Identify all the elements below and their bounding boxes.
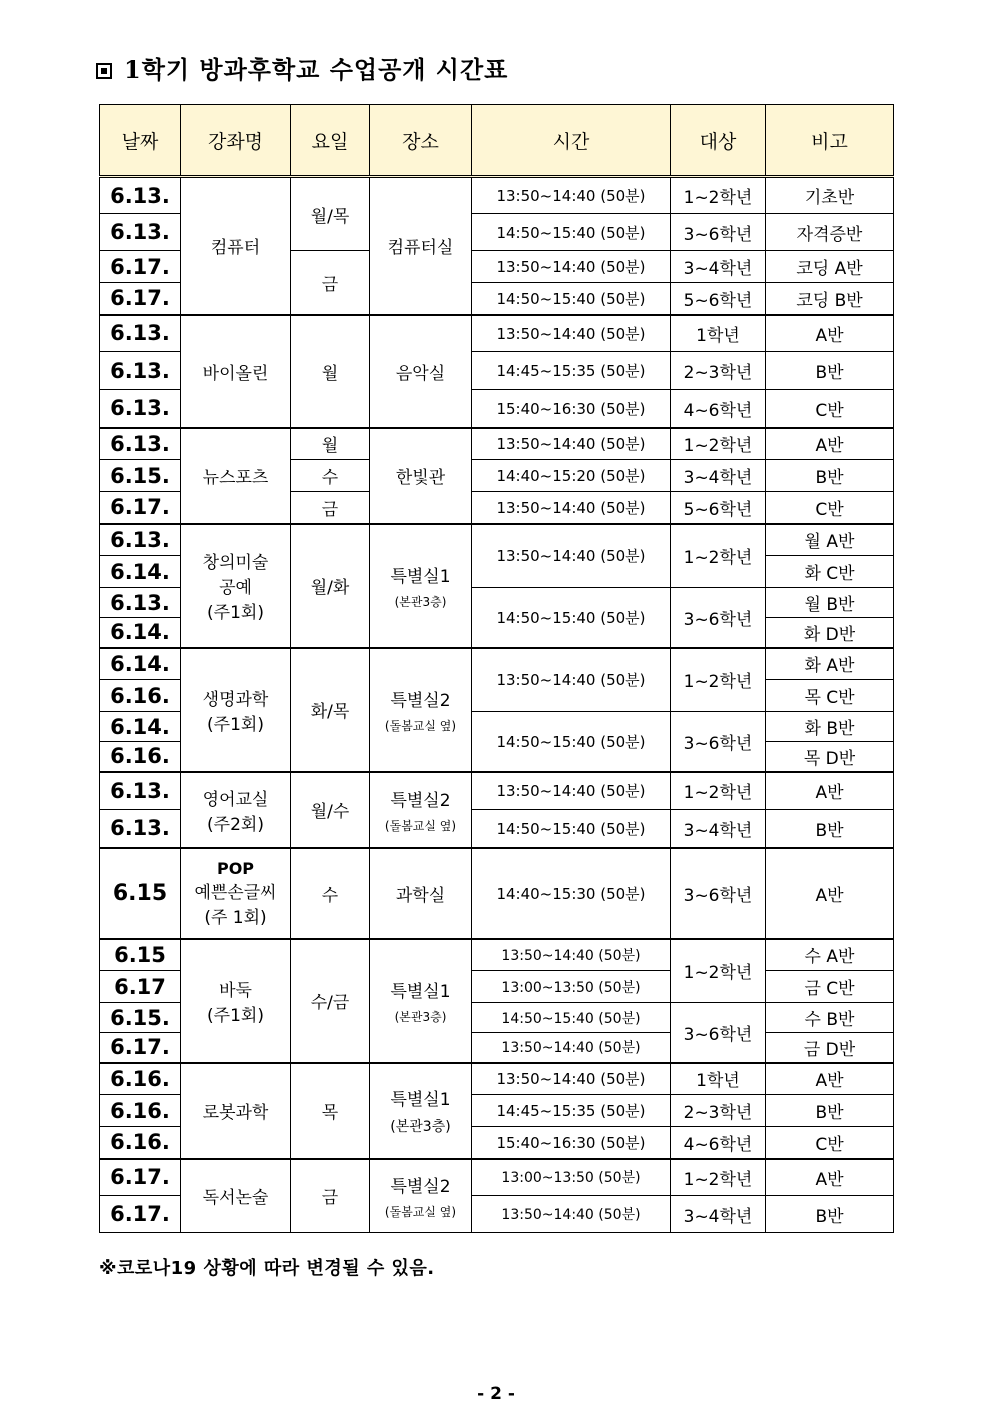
- date-cell: 6.14.: [100, 648, 181, 680]
- date-cell: 6.13.: [100, 588, 181, 618]
- place-cell: [370, 1159, 472, 1233]
- place-cell: [370, 1063, 472, 1159]
- time-cell: 13:50~14:40 (50분): [472, 177, 671, 214]
- time-cell: 15:40~16:30 (50분): [472, 1127, 671, 1159]
- note-cell: A반: [766, 428, 894, 460]
- course-cell: 독서논술: [181, 1159, 291, 1233]
- target-cell: 1~2학년: [671, 524, 766, 588]
- date-cell: 6.14.: [100, 556, 181, 588]
- day-cell: 월/화: [291, 524, 370, 648]
- date-cell: 6.13.: [100, 352, 181, 390]
- place-line: 특별실2: [390, 790, 451, 811]
- schedule-table: [99, 104, 894, 1233]
- time-cell: 13:50~14:40 (50분): [472, 1033, 671, 1063]
- time-cell: 14:50~15:40 (50분): [472, 1003, 671, 1033]
- date-cell: 6.17.: [100, 1033, 181, 1063]
- note-cell: 기초반: [766, 177, 894, 214]
- date-cell: 6.16.: [100, 1127, 181, 1159]
- day-cell: 화/목: [291, 648, 370, 772]
- header-place: 장소: [370, 105, 472, 177]
- date-cell: 6.16.: [100, 742, 181, 772]
- time-cell: 13:50~14:40 (50분): [472, 1196, 671, 1233]
- target-cell: 1~2학년: [671, 648, 766, 712]
- course-line: 영어교실: [202, 789, 269, 810]
- place-line: 특별실1: [390, 566, 451, 587]
- course-line: (주1회): [207, 714, 264, 735]
- day-cell: 월/수: [291, 772, 370, 848]
- date-cell: 6.16.: [100, 680, 181, 712]
- table-row: [100, 939, 894, 971]
- course-line: 예쁜손글씨: [194, 882, 277, 903]
- note-cell: 금 C반: [766, 971, 894, 1003]
- note-cell: 화 C반: [766, 556, 894, 588]
- place-line: 특별실2: [390, 690, 451, 711]
- course-cell: 로봇과학: [181, 1063, 291, 1159]
- day-cell: 금: [291, 251, 370, 315]
- note-cell: 자격증반: [766, 214, 894, 251]
- time-cell: 13:50~14:40 (50분): [472, 772, 671, 810]
- time-cell: 14:45~15:35 (50분): [472, 1095, 671, 1127]
- target-cell: 3~4학년: [671, 810, 766, 848]
- group-violin: [100, 315, 894, 428]
- course-cell: 컴퓨터: [181, 177, 291, 315]
- place-sub: (돌봄교실 옆): [384, 818, 457, 833]
- table-row: [100, 177, 894, 214]
- place-line: 특별실1: [390, 981, 451, 1002]
- note-cell: 월 B반: [766, 588, 894, 618]
- group-robot: [100, 1063, 894, 1159]
- note-cell: A반: [766, 848, 894, 939]
- time-cell: 13:00~13:50 (50분): [472, 971, 671, 1003]
- target-cell: 3~6학년: [671, 712, 766, 772]
- target-cell: 5~6학년: [671, 283, 766, 315]
- target-cell: 5~6학년: [671, 492, 766, 524]
- note-cell: 코딩 A반: [766, 251, 894, 283]
- day-cell: 목: [291, 1063, 370, 1159]
- date-cell: 6.17.: [100, 1159, 181, 1196]
- target-cell: 3~6학년: [671, 588, 766, 648]
- target-cell: 3~4학년: [671, 1196, 766, 1233]
- course-line: (주 1회): [204, 907, 267, 928]
- course-line: 공예: [219, 578, 252, 598]
- note-cell: C반: [766, 492, 894, 524]
- note-cell: B반: [766, 1196, 894, 1233]
- note-cell: 수 B반: [766, 1003, 894, 1033]
- square-bullet-icon: [96, 63, 112, 79]
- note-cell: A반: [766, 772, 894, 810]
- time-cell: 13:50~14:40 (50분): [472, 524, 671, 588]
- place-cell: [370, 939, 472, 1063]
- course-cell: 뉴스포츠: [181, 428, 291, 524]
- note-cell: 화 D반: [766, 618, 894, 648]
- target-cell: 1~2학년: [671, 939, 766, 1003]
- note-cell: C반: [766, 390, 894, 428]
- day-cell: 수/금: [291, 939, 370, 1063]
- place-sub: (본관3층): [394, 594, 447, 609]
- time-cell: 14:50~15:40 (50분): [472, 283, 671, 315]
- table-row: [100, 772, 894, 810]
- date-cell: 6.17.: [100, 492, 181, 524]
- course-cell: [181, 648, 291, 772]
- footnote: ※코로나19 상황에 따라 변경될 수 있음.: [99, 1258, 435, 1279]
- target-cell: 1~2학년: [671, 428, 766, 460]
- date-cell: 6.17: [100, 971, 181, 1003]
- page-number: - 2 -: [477, 1384, 515, 1404]
- place-sub: (돌봄교실 옆): [384, 1204, 457, 1219]
- course-cell: 바이올린: [181, 315, 291, 428]
- group-art: [100, 524, 894, 648]
- table-row: [100, 1159, 894, 1196]
- day-cell: 금: [291, 1159, 370, 1233]
- time-cell: 13:50~14:40 (50분): [472, 1063, 671, 1095]
- day-cell: 월: [291, 315, 370, 428]
- time-cell: 14:40~15:20 (50분): [472, 460, 671, 492]
- day-cell: 월: [291, 428, 370, 460]
- target-cell: 1학년: [671, 315, 766, 352]
- page-title: 1학기 방과후학교 수업공개 시간표: [96, 50, 508, 85]
- table-row: [100, 1063, 894, 1095]
- header-target: 대상: [671, 105, 766, 177]
- date-cell: 6.16.: [100, 1063, 181, 1095]
- note-cell: 금 D반: [766, 1033, 894, 1063]
- date-cell: 6.13.: [100, 214, 181, 251]
- header-course: 강좌명: [181, 105, 291, 177]
- date-cell: 6.13.: [100, 524, 181, 556]
- header-date: 날짜: [100, 105, 181, 177]
- table-row: [100, 428, 894, 460]
- target-cell: 1~2학년: [671, 177, 766, 214]
- group-computer: [100, 177, 894, 315]
- place-cell: [370, 772, 472, 848]
- course-line: (주1회): [207, 603, 264, 623]
- note-cell: 목 C반: [766, 680, 894, 712]
- note-cell: B반: [766, 810, 894, 848]
- course-cell: [181, 524, 291, 648]
- group-reading: [100, 1159, 894, 1233]
- date-cell: 6.13.: [100, 315, 181, 352]
- date-cell: 6.13.: [100, 390, 181, 428]
- place-sub: (본관3층): [394, 1009, 447, 1024]
- target-cell: 2~3학년: [671, 1095, 766, 1127]
- note-cell: A반: [766, 1159, 894, 1196]
- target-cell: 1학년: [671, 1063, 766, 1095]
- date-cell: 6.13.: [100, 428, 181, 460]
- time-cell: 14:50~15:40 (50분): [472, 712, 671, 772]
- place-cell: 컴퓨터실: [370, 177, 472, 315]
- place-line: 특별실2: [390, 1176, 451, 1197]
- time-cell: 13:50~14:40 (50분): [472, 251, 671, 283]
- target-cell: 4~6학년: [671, 1127, 766, 1159]
- note-cell: 수 A반: [766, 939, 894, 971]
- target-cell: 3~6학년: [671, 1003, 766, 1063]
- note-cell: 화 A반: [766, 648, 894, 680]
- time-cell: 15:40~16:30 (50분): [472, 390, 671, 428]
- group-baduk: [100, 939, 894, 1063]
- table-row: [100, 648, 894, 680]
- header-note: 비고: [766, 105, 894, 177]
- table-row: [100, 524, 894, 556]
- date-cell: 6.17.: [100, 283, 181, 315]
- time-cell: 13:50~14:40 (50분): [472, 492, 671, 524]
- table-row: [100, 848, 894, 939]
- target-cell: 3~4학년: [671, 460, 766, 492]
- course-line: (주1회): [207, 1005, 264, 1026]
- place-sub: (돌봄교실 옆): [384, 718, 457, 733]
- course-cell: [181, 848, 291, 939]
- date-cell: 6.13.: [100, 177, 181, 214]
- day-cell: 월/목: [291, 177, 370, 251]
- date-cell: 6.15.: [100, 460, 181, 492]
- date-cell: 6.15: [100, 848, 181, 939]
- time-cell: 13:50~14:40 (50분): [472, 315, 671, 352]
- course-cell: [181, 939, 291, 1063]
- group-newsports: [100, 428, 894, 524]
- note-cell: 코딩 B반: [766, 283, 894, 315]
- date-cell: 6.15.: [100, 1003, 181, 1033]
- note-cell: A반: [766, 1063, 894, 1095]
- date-cell: 6.17.: [100, 1196, 181, 1233]
- time-cell: 14:50~15:40 (50분): [472, 214, 671, 251]
- target-cell: 1~2학년: [671, 1159, 766, 1196]
- time-cell: 14:40~15:30 (50분): [472, 848, 671, 939]
- course-line: 바둑: [219, 980, 252, 1001]
- note-cell: C반: [766, 1127, 894, 1159]
- course-line: 생명과학: [202, 689, 269, 710]
- target-cell: 3~6학년: [671, 214, 766, 251]
- date-cell: 6.13.: [100, 810, 181, 848]
- time-cell: 14:50~15:40 (50분): [472, 810, 671, 848]
- note-cell: A반: [766, 315, 894, 352]
- time-cell: 14:45~15:35 (50분): [472, 352, 671, 390]
- note-cell: 화 B반: [766, 712, 894, 742]
- date-cell: 6.14.: [100, 712, 181, 742]
- course-line: 창의미술: [202, 553, 269, 573]
- date-cell: 6.14.: [100, 618, 181, 648]
- table-row: [100, 315, 894, 352]
- note-cell: 목 D반: [766, 742, 894, 772]
- group-english: [100, 772, 894, 848]
- day-cell: 수: [291, 460, 370, 492]
- time-cell: 14:50~15:40 (50분): [472, 588, 671, 648]
- target-cell: 3~4학년: [671, 251, 766, 283]
- day-cell: 수: [291, 848, 370, 939]
- group-life-science: [100, 648, 894, 772]
- day-cell: 금: [291, 492, 370, 524]
- time-cell: 13:50~14:40 (50분): [472, 939, 671, 971]
- date-cell: 6.15: [100, 939, 181, 971]
- time-cell: 13:50~14:40 (50분): [472, 428, 671, 460]
- target-cell: 2~3학년: [671, 352, 766, 390]
- header-day: 요일: [291, 105, 370, 177]
- course-line: POP: [216, 858, 255, 878]
- course-line: (주2회): [207, 814, 264, 835]
- group-pop: [100, 848, 894, 939]
- place-cell: 과학실: [370, 848, 472, 939]
- date-cell: 6.17.: [100, 251, 181, 283]
- place-sub: (본관3층): [390, 1119, 451, 1135]
- note-cell: B반: [766, 352, 894, 390]
- course-cell: [181, 772, 291, 848]
- header-time: 시간: [472, 105, 671, 177]
- note-cell: B반: [766, 460, 894, 492]
- time-cell: 13:50~14:40 (50분): [472, 648, 671, 712]
- place-cell: 한빛관: [370, 428, 472, 524]
- time-cell: 13:00~13:50 (50분): [472, 1159, 671, 1196]
- date-cell: 6.16.: [100, 1095, 181, 1127]
- place-cell: [370, 648, 472, 772]
- place-cell: 음악실: [370, 315, 472, 428]
- note-cell: 월 A반: [766, 524, 894, 556]
- target-cell: 4~6학년: [671, 390, 766, 428]
- target-cell: 3~6학년: [671, 848, 766, 939]
- place-cell: [370, 524, 472, 648]
- date-cell: 6.13.: [100, 772, 181, 810]
- target-cell: 1~2학년: [671, 772, 766, 810]
- note-cell: B반: [766, 1095, 894, 1127]
- header-row: [100, 105, 894, 177]
- place-line: 특별실1: [390, 1090, 451, 1110]
